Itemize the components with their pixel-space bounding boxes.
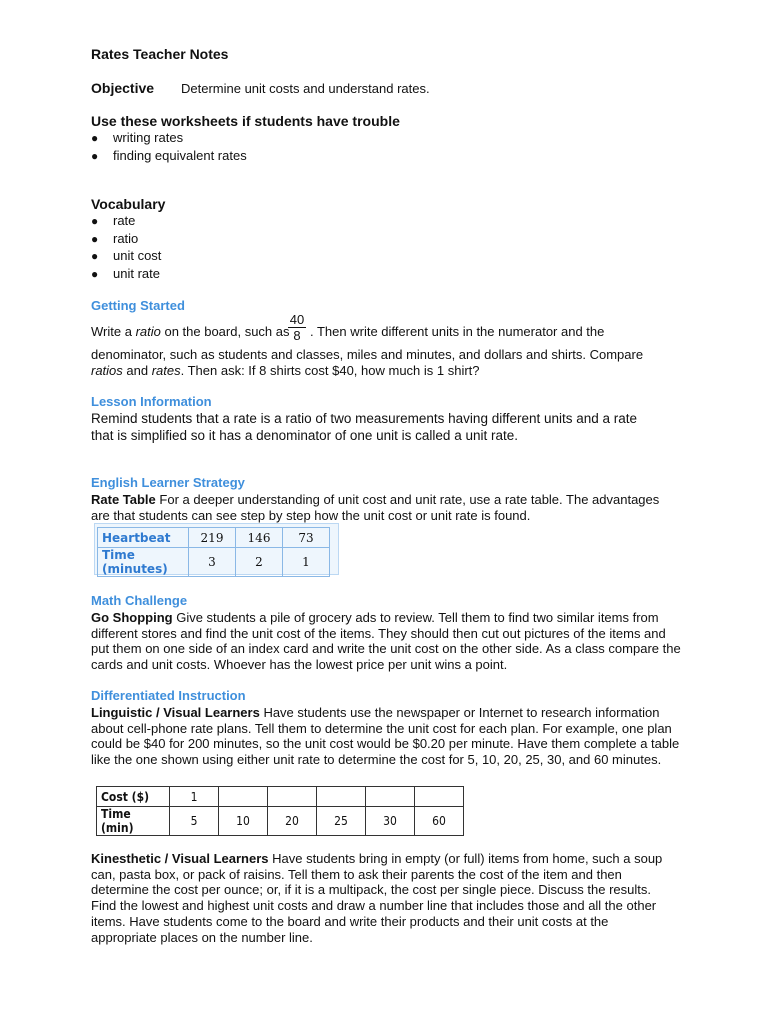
list-item: rate bbox=[113, 213, 136, 228]
rates-term: rates bbox=[151, 363, 181, 378]
table-cell: 146 bbox=[236, 528, 283, 548]
table-cell bbox=[268, 787, 317, 807]
table-row bbox=[97, 787, 464, 807]
table-cell: 1 bbox=[170, 787, 219, 807]
vocabulary-heading: Vocabulary bbox=[91, 196, 166, 212]
table-cell: 2 bbox=[236, 548, 283, 577]
getting-started-line3 bbox=[91, 363, 480, 378]
table-cell: 10 bbox=[219, 807, 268, 836]
text-span: on the board, such as bbox=[160, 324, 290, 339]
table-cell bbox=[317, 787, 366, 807]
table-row bbox=[98, 548, 330, 577]
text-span: Have students use the newspaper or Internet to research information about cell-phone rate plans. Tell them to determine the unit cost for each plan. For example, one plan could be $40 for 200 minutes, so the unit cost would be $0.20 per minute. Have them complete a table like the one shown using either unit rate to determine the cost for 5, 10, 20, 25, 30, and 60 minutes. bbox=[91, 705, 680, 768]
table-cell: Time (minutes) bbox=[98, 548, 189, 577]
differentiated-text bbox=[91, 705, 686, 768]
bullet-icon: ● bbox=[91, 131, 99, 145]
english-learner-heading: English Learner Strategy bbox=[91, 475, 245, 490]
table-cell: Cost ($) bbox=[97, 787, 170, 807]
text-span: and bbox=[122, 363, 152, 378]
bullet-icon: ● bbox=[91, 232, 99, 246]
table-cell: Heartbeat bbox=[98, 528, 189, 548]
ratios-term: ratios bbox=[91, 363, 123, 378]
objective-label: Objective bbox=[91, 80, 155, 96]
kinesthetic-text bbox=[91, 851, 671, 945]
fraction bbox=[288, 313, 306, 342]
table-cell: 5 bbox=[170, 807, 219, 836]
lesson-info-heading: Lesson Information bbox=[91, 394, 212, 409]
getting-started-heading: Getting Started bbox=[91, 298, 185, 313]
table-cell: 30 bbox=[366, 807, 415, 836]
lesson-info-text: Remind students that a rate is a ratio of two measurements having different units and a rate that is simplified so it has a denominator of one unit is called a unit rate. bbox=[91, 411, 638, 443]
bullet-icon: ● bbox=[91, 149, 99, 163]
table-row bbox=[97, 807, 464, 836]
table-cell: 60 bbox=[415, 807, 464, 836]
fraction-numerator: 40 bbox=[289, 312, 305, 327]
list-item: unit cost bbox=[113, 248, 162, 263]
list-item: ratio bbox=[113, 231, 139, 246]
cost-table bbox=[96, 786, 464, 836]
text-span: . Then ask: If 8 shirts cost $40, how much is 1 shirt? bbox=[180, 363, 480, 378]
text-span: For a deeper understanding of unit cost and unit rate, use a rate table. The advantages are that students can see step by step how the unit cost or unit rate is found. bbox=[91, 492, 660, 523]
objective-text: Determine unit costs and understand rates. bbox=[181, 81, 430, 96]
list-item: unit rate bbox=[113, 266, 160, 281]
differentiated-heading: Differentiated Instruction bbox=[91, 688, 246, 703]
english-learner-text bbox=[91, 492, 681, 523]
text-span: Give students a pile of grocery ads to review. Tell them to find two similar items from different stores and find the unit cost of the items. They should then cut out pictures of the items and put them on one side of an index card and write the unit cost on the other side. As a class compare the cards and unit costs. Whoever has the lowest price per unit wins a point. bbox=[91, 610, 681, 673]
fraction-denominator: 8 bbox=[293, 328, 301, 343]
list-item: writing rates bbox=[113, 130, 184, 145]
table-cell bbox=[219, 787, 268, 807]
text-span: Write a bbox=[91, 324, 136, 339]
rate-table-label: Rate Table bbox=[91, 492, 156, 507]
page-title: Rates Teacher Notes bbox=[91, 46, 229, 62]
table-cell bbox=[415, 787, 464, 807]
bullet-icon: ● bbox=[91, 267, 99, 281]
table-cell: Time (min) bbox=[97, 807, 170, 836]
table-cell bbox=[366, 787, 415, 807]
ratio-term: ratio bbox=[135, 324, 161, 339]
table-cell: 73 bbox=[283, 528, 330, 548]
go-shopping-label: Go Shopping bbox=[91, 610, 173, 625]
bullet-icon: ● bbox=[91, 249, 99, 263]
text-span: Have students bring in empty (or full) items from home, such a soup can, pasta box, or pack of raisins. Tell them to ask their parents the cost of the item and then determine the cost per ounce; or, if it is a multipack, the cost per single piece. Discuss the results. Find the lowest and highest unit costs and draw a number line that includes those and all the other items. Have students come to the board and write their products and their unit costs at the appropriate places on the number line. bbox=[91, 851, 663, 945]
table-cell: 25 bbox=[317, 807, 366, 836]
kinesthetic-learners-label: Kinesthetic / Visual Learners bbox=[91, 851, 269, 866]
table-cell: 219 bbox=[189, 528, 236, 548]
table-cell: 1 bbox=[283, 548, 330, 577]
getting-started-line1-rest: . Then write different units in the numerator and the bbox=[310, 324, 605, 339]
table-cell: 3 bbox=[189, 548, 236, 577]
table-row bbox=[98, 528, 330, 548]
list-item: finding equivalent rates bbox=[113, 148, 247, 163]
getting-started-line1 bbox=[91, 324, 290, 339]
getting-started-line2: denominator, such as students and classes, miles and minutes, and dollars and shirts. Compare bbox=[91, 347, 644, 362]
rate-table bbox=[97, 527, 330, 577]
math-challenge-text bbox=[91, 610, 686, 673]
math-challenge-heading: Math Challenge bbox=[91, 593, 188, 608]
bullet-icon: ● bbox=[91, 214, 99, 228]
table-cell: 20 bbox=[268, 807, 317, 836]
linguistic-learners-label: Linguistic / Visual Learners bbox=[91, 705, 260, 720]
worksheets-heading: Use these worksheets if students have trouble bbox=[91, 113, 400, 129]
